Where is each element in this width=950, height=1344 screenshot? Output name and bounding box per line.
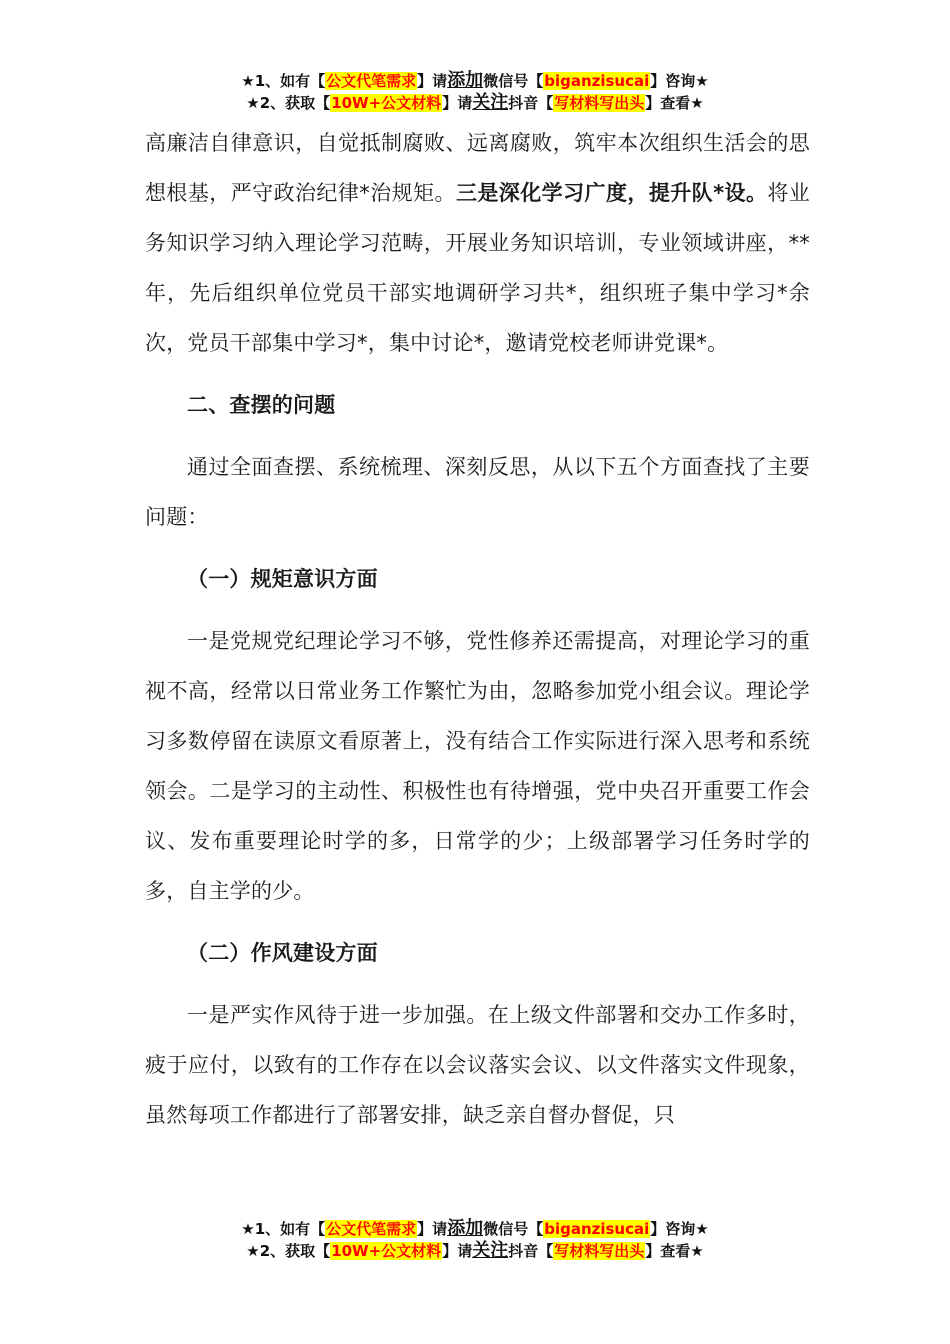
- banner-highlight: biganzisucai: [544, 72, 650, 90]
- banner-text: 】请: [417, 1220, 448, 1238]
- banner-highlight: 写材料写出头: [554, 1242, 645, 1260]
- banner-line-1: [0, 1218, 950, 1240]
- top-banner: [0, 70, 950, 114]
- banner-text: 抖音【: [508, 1242, 554, 1260]
- bottom-banner: [0, 1218, 950, 1262]
- banner-emphasis: 关注: [472, 1240, 509, 1261]
- banner-text: ★2、获取【: [246, 1242, 331, 1260]
- banner-emphasis: 关注: [472, 92, 509, 113]
- banner-line-2: [0, 92, 950, 114]
- banner-emphasis: 添加: [447, 70, 484, 91]
- paragraph-4: 一是严实作风待于进一步加强。在上级文件部署和交办工作多时，疲于应付，以致有的工作存在以会议落实会议、以文件落实文件现象，虽然每项工作都进行了部署安排，缺乏亲自督办督促，只: [145, 1003, 810, 1127]
- banner-text: 抖音【: [508, 94, 554, 112]
- banner-highlight: 10W+公文材料: [331, 94, 442, 112]
- banner-text: 】请: [442, 1242, 473, 1260]
- banner-text: 】请: [417, 72, 448, 90]
- banner-line-2: [0, 1240, 950, 1262]
- subsection-heading-2: （二）作风建设方面: [187, 941, 378, 965]
- banner-emphasis: 添加: [447, 1218, 484, 1239]
- banner-highlight: 写材料写出头: [554, 94, 645, 112]
- banner-text: ★2、获取【: [246, 94, 331, 112]
- banner-text: 】请: [442, 94, 473, 112]
- paragraph-bold: 三是深化学习广度，提升队*设。: [455, 181, 768, 205]
- banner-highlight: 公文代笔需求: [326, 1220, 417, 1238]
- banner-text: 微信号【: [483, 72, 544, 90]
- banner-highlight: biganzisucai: [544, 1220, 650, 1238]
- banner-highlight: 公文代笔需求: [326, 72, 417, 90]
- banner-text: 】查看★: [645, 94, 704, 112]
- paragraph-1: [145, 118, 810, 368]
- section-heading-2: 二、查摆的问题: [187, 393, 336, 417]
- banner-line-1: [0, 70, 950, 92]
- paragraph-text: 高廉洁自律意识，自觉抵制腐败、远离腐败，筑牢本次组织生活会的思想根基，严守政治纪律*治规矩。: [145, 131, 810, 205]
- subsection-heading-1: （一）规矩意识方面: [187, 567, 378, 591]
- banner-text: 微信号【: [483, 1220, 544, 1238]
- banner-text: ★1、如有【: [241, 72, 326, 90]
- banner-text: 】咨询★: [650, 1220, 709, 1238]
- paragraph-text: 将业务知识学习纳入理论学习范畴，开展业务知识培训，专业领域讲座，**年，先后组织单位党员干部实地调研学习共*，组织班子集中学习*余次，党员干部集中学习*，集中讨论*，邀请党校老师讲党课*。: [145, 181, 811, 355]
- banner-text: ★1、如有【: [241, 1220, 326, 1238]
- banner-highlight: 10W+公文材料: [331, 1242, 442, 1260]
- paragraph-3: 一是党规党纪理论学习不够，党性修养还需提高，对理论学习的重视不高，经常以日常业务工作繁忙为由，忽略参加党小组会议。理论学习多数停留在读原文看原著上，没有结合工作实际进行深入思考和系统领会。二是学习的主动性、积极性也有待增强，党中央召开重要工作会议、发布重要理论时学的多，日常学的少；上级部署学习任务时学的多，自主学的少。: [145, 629, 810, 903]
- banner-text: 】查看★: [645, 1242, 704, 1260]
- document-body: [145, 118, 810, 1140]
- paragraph-2: 通过全面查摆、系统梳理、深刻反思，从以下五个方面查找了主要问题：: [145, 455, 810, 529]
- banner-text: 】咨询★: [650, 72, 709, 90]
